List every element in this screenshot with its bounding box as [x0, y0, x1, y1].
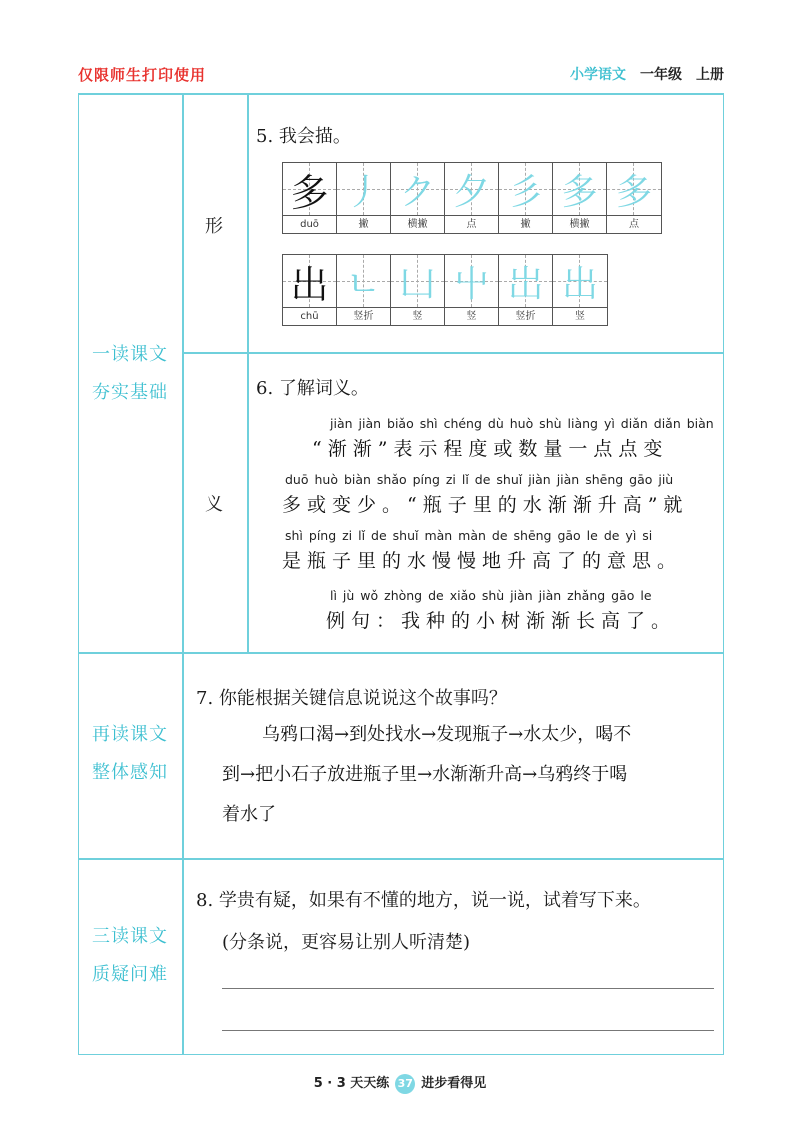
row-divider-s2-s3 [78, 858, 724, 860]
sub-label-meaning: 义 [205, 494, 223, 515]
stroke-step: 凵 [399, 263, 436, 305]
stroke-step: 丿 [345, 171, 382, 213]
trace-cell[interactable] [283, 163, 337, 233]
text-line-1: “渐渐”表示程度或数量一点点变 [312, 438, 669, 460]
pinyin-line-4: lì jù wǒ zhòng de xiǎo shù jiàn jiàn zhǎng gāo le [330, 588, 652, 603]
text-line-3: 是瓶子里的水慢慢地升高了的意思。 [282, 550, 683, 572]
writing-line-1[interactable] [222, 988, 714, 989]
q7-title: 7. 你能根据关键信息说说这个故事吗？ [196, 688, 507, 709]
stroke-step: 夕 [453, 171, 490, 213]
stroke-name: 点 [607, 215, 661, 233]
trace-cell[interactable] [499, 163, 553, 233]
stroke-name: 横撇 [391, 215, 444, 233]
stroke-step: 屮 [453, 263, 490, 305]
stroke-name: 竖 [445, 307, 498, 325]
trace-cell[interactable] [445, 163, 499, 233]
footer-brand: 5 · 3 天天练 [313, 1076, 390, 1091]
story-line-2: 到→把小石子放进瓶子里→水渐渐升高→乌鸦终于喝 [222, 764, 628, 785]
model-char: 出 [290, 262, 329, 307]
footer-slogan: 进步看得见 [421, 1076, 487, 1091]
q8-hint: (分条说，更容易让别人听清楚) [222, 932, 471, 953]
col-divider-1 [182, 95, 184, 1055]
print-notice: 仅限师生打印使用 [78, 66, 207, 84]
story-line-1: 乌鸦口渴→到处找水→发现瓶子→水太少，喝不 [262, 724, 632, 745]
page-number-badge: 37 [395, 1074, 415, 1094]
stroke-name: 点 [445, 215, 498, 233]
trace-cell[interactable] [553, 255, 607, 325]
stroke-name: 竖 [391, 307, 444, 325]
trace-cell[interactable] [553, 163, 607, 233]
book-info [570, 64, 724, 84]
stroke-name: 竖折 [337, 307, 390, 325]
trace-grid-chu [282, 254, 608, 326]
stroke-step: 多 [561, 171, 598, 213]
model-char: 多 [290, 170, 329, 215]
trace-cell[interactable] [283, 255, 337, 325]
q6-title: 6. 了解词义。 [256, 378, 369, 399]
pinyin-label: chū [283, 307, 336, 325]
text-line-4: 例句：我种的小树渐渐长高了。 [326, 610, 677, 632]
sub-label-form: 形 [205, 216, 223, 237]
trace-cell[interactable] [499, 255, 553, 325]
section-label-2: 再读课文 整体感知 [92, 724, 168, 783]
stroke-name: 横撇 [553, 215, 606, 233]
text-line-2: 多或变少。“瓶子里的水渐渐升高”就 [282, 494, 689, 516]
pinyin-line-3: shì píng zi lǐ de shuǐ màn màn de shēng gāo le de yì si [285, 528, 653, 543]
footer [0, 1072, 800, 1094]
trace-grid-duo [282, 162, 662, 234]
stroke-name: 撇 [499, 215, 552, 233]
subject-label: 小学语文 [570, 67, 626, 83]
stroke-name: 撇 [337, 215, 390, 233]
pinyin-label: duō [283, 215, 336, 233]
volume-label: 上册 [696, 67, 724, 83]
trace-cell[interactable] [337, 255, 391, 325]
trace-cell[interactable] [391, 163, 445, 233]
grade-label: 一年级 [640, 67, 682, 83]
trace-cell[interactable] [607, 163, 661, 233]
stroke-step: 多 [615, 171, 652, 213]
writing-line-2[interactable] [222, 1030, 714, 1031]
section-label-3: 三读课文 质疑问难 [92, 926, 168, 985]
stroke-step: ク [399, 171, 436, 213]
stroke-step: 彡 [507, 171, 544, 213]
stroke-step: 岀 [507, 263, 544, 305]
q8-title: 8. 学贵有疑，如果有不懂的地方，说一说，试着写下来。 [196, 890, 651, 911]
row-divider-s1-s2 [78, 652, 724, 654]
row-divider-xing-yi [182, 352, 724, 354]
stroke-step: 出 [561, 263, 598, 305]
stroke-name: 竖 [553, 307, 607, 325]
stroke-name: 竖折 [499, 307, 552, 325]
trace-cell[interactable] [391, 255, 445, 325]
q5-title: 5. 我会描。 [256, 126, 351, 147]
pinyin-line-1: jiàn jiàn biǎo shì chéng dù huò shù liàng yì diǎn diǎn biàn [330, 416, 714, 431]
story-line-3: 着水了 [222, 804, 276, 825]
section-label-1: 一读课文 夯实基础 [92, 344, 168, 403]
col-divider-2 [247, 95, 249, 652]
trace-cell[interactable] [445, 255, 499, 325]
stroke-step: ㄴ [346, 263, 381, 305]
pinyin-line-2: duō huò biàn shǎo píng zi lǐ de shuǐ jiàn jiàn shēng gāo jiù [285, 472, 674, 487]
trace-cell[interactable] [337, 163, 391, 233]
